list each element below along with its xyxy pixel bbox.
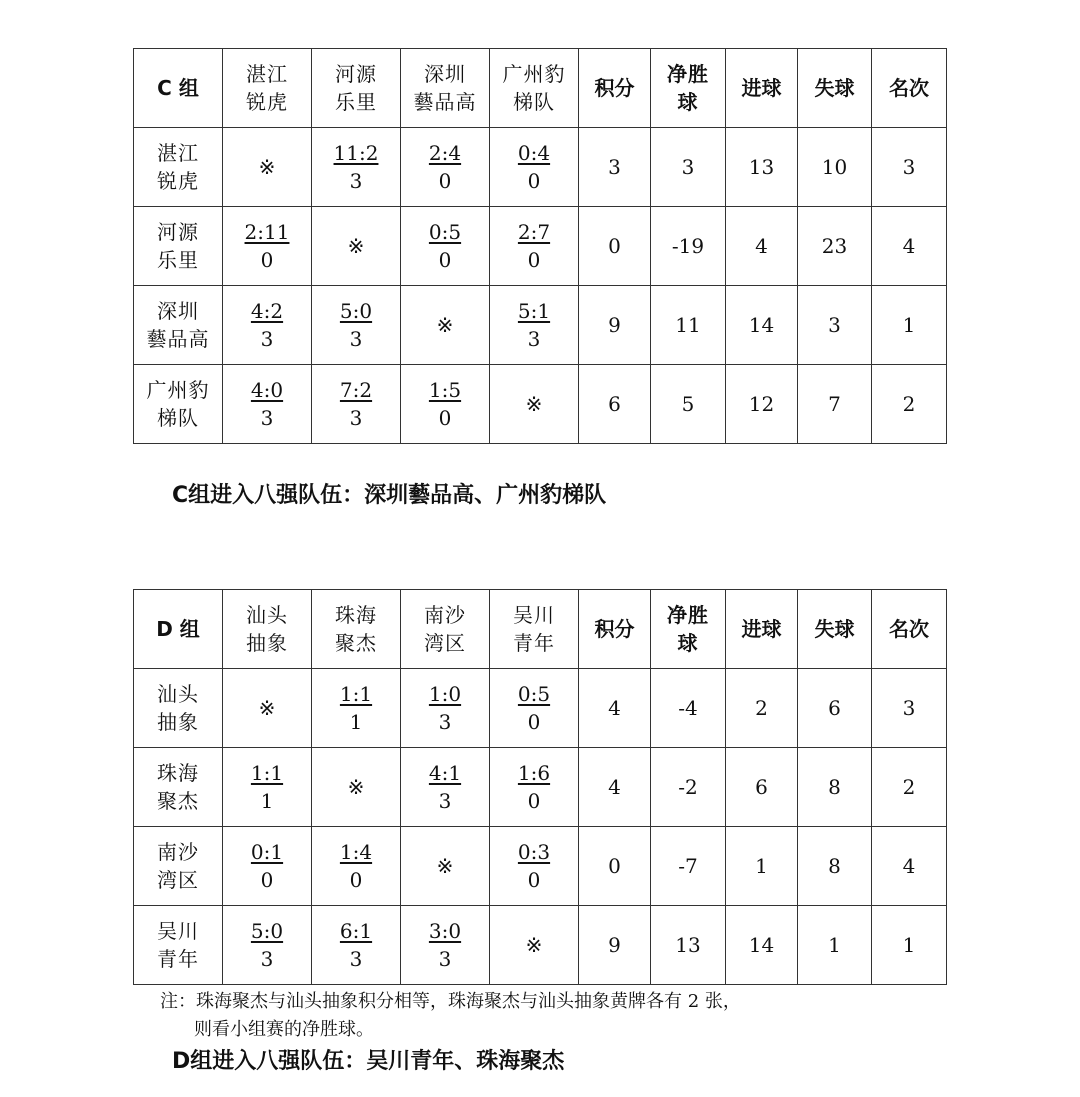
- table-row: [134, 286, 947, 365]
- match-cell: 0:5 0: [490, 669, 579, 748]
- match-cell: 0:5 0: [401, 207, 490, 286]
- stat-points: 0: [579, 207, 651, 286]
- stat-rank: 3: [872, 669, 947, 748]
- stat-rank: 3: [872, 128, 947, 207]
- stat-rank: 4: [872, 207, 947, 286]
- self-match-cell: ※: [223, 669, 312, 748]
- match-cell: 3:0 3: [401, 906, 490, 985]
- stat-goal-diff: 13: [651, 906, 726, 985]
- col-goals-against: 失球: [798, 49, 872, 128]
- match-cell: 4:2 3: [223, 286, 312, 365]
- stat-goal-diff: 5: [651, 365, 726, 444]
- stat-goal-diff: -4: [651, 669, 726, 748]
- stat-points: 3: [579, 128, 651, 207]
- match-cell: 7:2 3: [312, 365, 401, 444]
- col-team-2: 珠海 聚杰: [312, 590, 401, 669]
- stat-goal-diff: 3: [651, 128, 726, 207]
- stat-points: 9: [579, 286, 651, 365]
- row-team-name: 南沙 湾区: [134, 827, 223, 906]
- stat-goals-against: 7: [798, 365, 872, 444]
- stat-goals-for: 6: [726, 748, 798, 827]
- stat-points: 4: [579, 669, 651, 748]
- match-cell: 1:6 0: [490, 748, 579, 827]
- group-d-note: [160, 988, 741, 1044]
- stat-goal-diff: -19: [651, 207, 726, 286]
- match-cell: 5:0 3: [312, 286, 401, 365]
- table-row: [134, 669, 947, 748]
- match-cell: 0:4 0: [490, 128, 579, 207]
- row-team-name: 吴川 青年: [134, 906, 223, 985]
- match-cell: 4:0 3: [223, 365, 312, 444]
- stat-goals-for: 2: [726, 669, 798, 748]
- col-team-1: 汕头 抽象: [223, 590, 312, 669]
- stat-goals-for: 14: [726, 906, 798, 985]
- row-team-name: 河源 乐里: [134, 207, 223, 286]
- match-cell: 1:4 0: [312, 827, 401, 906]
- stat-points: 4: [579, 748, 651, 827]
- match-cell: 0:1 0: [223, 827, 312, 906]
- col-rank: 名次: [872, 590, 947, 669]
- col-team-2: 河源 乐里: [312, 49, 401, 128]
- col-points: 积分: [579, 49, 651, 128]
- self-match-cell: ※: [490, 906, 579, 985]
- row-team-name: 广州豹 梯队: [134, 365, 223, 444]
- row-team-name: 深圳 藝品高: [134, 286, 223, 365]
- col-team-1: 湛江 锐虎: [223, 49, 312, 128]
- stat-goals-against: 8: [798, 827, 872, 906]
- self-match-cell: ※: [312, 207, 401, 286]
- table-row: [134, 207, 947, 286]
- header-row: [134, 590, 947, 669]
- match-cell: 0:3 0: [490, 827, 579, 906]
- stat-points: 6: [579, 365, 651, 444]
- table-row: [134, 365, 947, 444]
- col-goals-for: 进球: [726, 590, 798, 669]
- self-match-cell: ※: [312, 748, 401, 827]
- match-cell: 11:2 3: [312, 128, 401, 207]
- group-c-result: C组进入八强队伍：深圳藝品高、广州豹梯队: [172, 483, 607, 508]
- note-line-2: 则看小组赛的净胜球。: [194, 1019, 374, 1040]
- match-cell: 4:1 3: [401, 748, 490, 827]
- stat-goal-diff: -2: [651, 748, 726, 827]
- stat-goals-against: 3: [798, 286, 872, 365]
- stat-goals-for: 12: [726, 365, 798, 444]
- col-team-4: 吴川 青年: [490, 590, 579, 669]
- self-match-cell: ※: [490, 365, 579, 444]
- row-team-name: 汕头 抽象: [134, 669, 223, 748]
- match-cell: 5:0 3: [223, 906, 312, 985]
- stat-points: 9: [579, 906, 651, 985]
- stat-goals-for: 14: [726, 286, 798, 365]
- self-match-cell: ※: [401, 827, 490, 906]
- header-row: [134, 49, 947, 128]
- row-team-name: 珠海 聚杰: [134, 748, 223, 827]
- col-goal-diff: 净胜 球: [651, 49, 726, 128]
- col-goals-for: 进球: [726, 49, 798, 128]
- stat-points: 0: [579, 827, 651, 906]
- table-row: [134, 906, 947, 985]
- match-cell: 1:5 0: [401, 365, 490, 444]
- match-cell: 5:1 3: [490, 286, 579, 365]
- stat-goals-against: 8: [798, 748, 872, 827]
- col-goal-diff: 净胜 球: [651, 590, 726, 669]
- col-goals-against: 失球: [798, 590, 872, 669]
- col-team-3: 深圳 藝品高: [401, 49, 490, 128]
- match-cell: 2:7 0: [490, 207, 579, 286]
- stat-goals-for: 1: [726, 827, 798, 906]
- stat-rank: 4: [872, 827, 947, 906]
- stat-goals-for: 4: [726, 207, 798, 286]
- group-c-table: [133, 48, 947, 444]
- stat-goals-against: 1: [798, 906, 872, 985]
- group-d-table: [133, 589, 947, 985]
- col-team-3: 南沙 湾区: [401, 590, 490, 669]
- group-label: C 组: [134, 49, 223, 128]
- stat-goals-against: 6: [798, 669, 872, 748]
- stat-rank: 2: [872, 748, 947, 827]
- stat-goals-for: 13: [726, 128, 798, 207]
- stat-rank: 2: [872, 365, 947, 444]
- col-points: 积分: [579, 590, 651, 669]
- stat-goals-against: 23: [798, 207, 872, 286]
- col-team-4: 广州豹 梯队: [490, 49, 579, 128]
- stat-goals-against: 10: [798, 128, 872, 207]
- col-rank: 名次: [872, 49, 947, 128]
- stat-goal-diff: 11: [651, 286, 726, 365]
- table-row: [134, 827, 947, 906]
- stat-goal-diff: -7: [651, 827, 726, 906]
- match-cell: 2:4 0: [401, 128, 490, 207]
- match-cell: 6:1 3: [312, 906, 401, 985]
- self-match-cell: ※: [401, 286, 490, 365]
- stat-rank: 1: [872, 906, 947, 985]
- table-row: [134, 128, 947, 207]
- group-label: D 组: [134, 590, 223, 669]
- table-row: [134, 748, 947, 827]
- match-cell: 1:1 1: [312, 669, 401, 748]
- self-match-cell: ※: [223, 128, 312, 207]
- match-cell: 1:0 3: [401, 669, 490, 748]
- stat-rank: 1: [872, 286, 947, 365]
- match-cell: 2:11 0: [223, 207, 312, 286]
- match-cell: 1:1 1: [223, 748, 312, 827]
- row-team-name: 湛江 锐虎: [134, 128, 223, 207]
- group-d-result: D组进入八强队伍：吴川青年、珠海聚杰: [172, 1049, 565, 1074]
- note-line-1: 注：珠海聚杰与汕头抽象积分相等，珠海聚杰与汕头抽象黄牌各有 2 张，: [160, 991, 741, 1012]
